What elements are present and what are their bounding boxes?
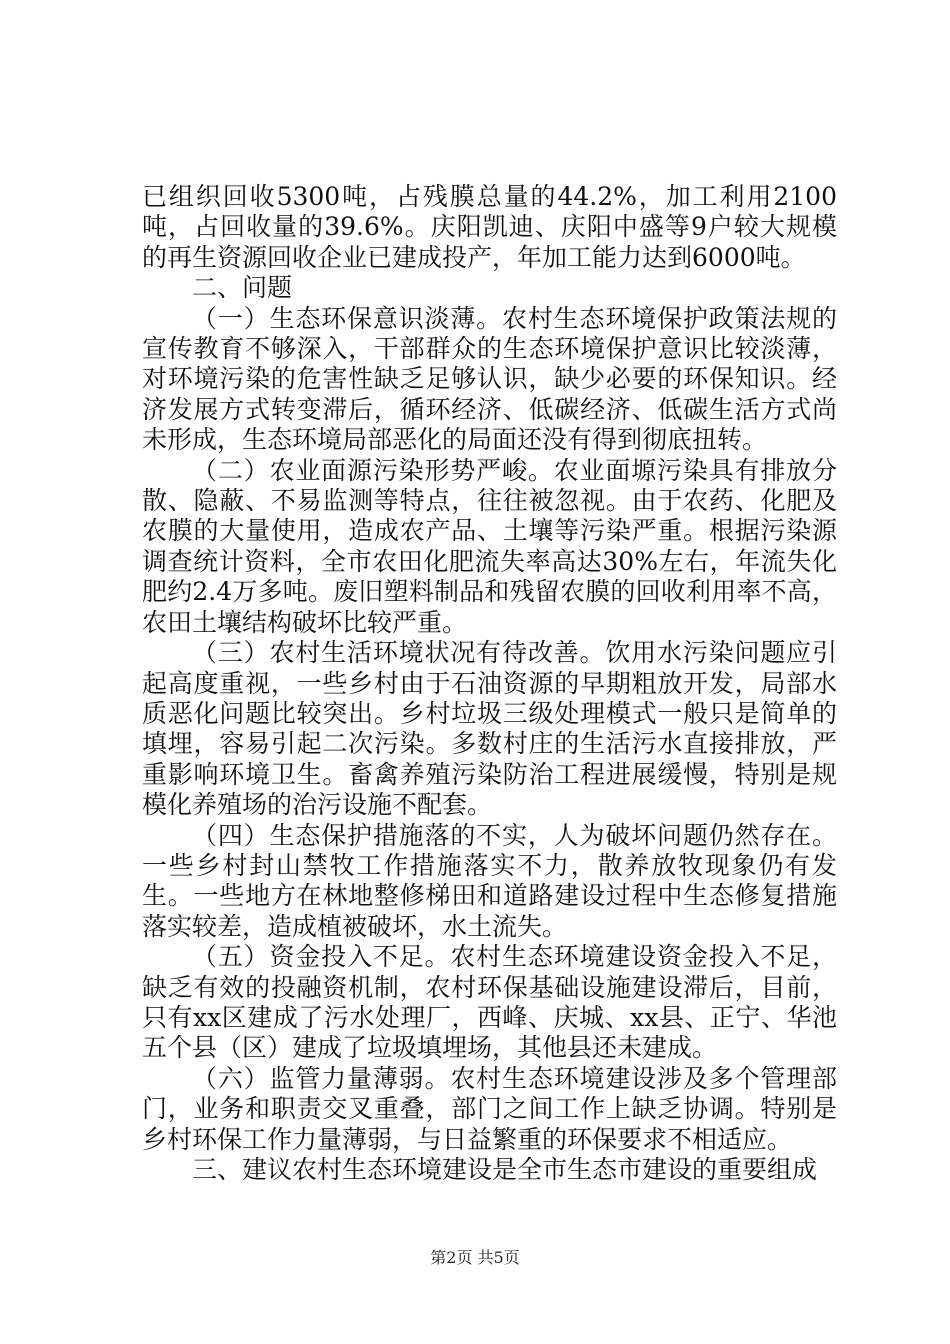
paragraph-living-environment: （三）农村生活环境状况有待改善。饮用水污染问题应引起高度重视，一些乡村由于石油资源的早期粗放开发，局部水质恶化问题比较突出。乡村垃圾三级处理模式一般只是简单的填埋，容易引起二次污染。多数村庄的生活污水直接排放，严重影响环境卫生。畜禽养殖污染防治工程进展缓慢，特别是规模化养殖场的治污设施不配套。 — [142, 638, 837, 820]
paragraph-awareness: （一）生态环保意识淡薄。农村生态环境保护政策法规的宣传教育不够深入，干部群众的生态环境保护意识比较淡薄，对环境污染的危害性缺乏足够认识，缺少必要的环保知识。经济发展方式转变滞后，循环经济、低碳经济、低碳生活方式尚未形成，生态环境局部恶化的局面还没有得到彻底扭转。 — [142, 303, 837, 455]
paragraph-supervision: （六）监管力量薄弱。农村生态环境建设涉及多个管理部门，业务和职责交叉重叠，部门之间工作上缺乏协调。特别是乡村环保工作力量薄弱，与日益繁重的环保要求不相适应。 — [142, 1063, 837, 1154]
document-body — [142, 182, 837, 1185]
paragraph-ecological-protection: （四）生态保护措施落的不实，人为破坏问题仍然存在。一些乡村封山禁牧工作措施落实不力，散养放牧现象仍有发生。一些地方在林地整修梯田和道路建设过程中生态修复措施落实较差，造成植被破坏，水土流失。 — [142, 820, 837, 941]
paragraph-continuation: 已组织回收5300吨，占残膜总量的44.2%，加工利用2100吨，占回收量的39.6%。庆阳凯迪、庆阳中盛等9户较大规模的再生资源回收企业已建成投产，年加工能力达到6000吨。 — [142, 182, 837, 272]
section-heading-suggestions: 三、建议农村生态环境建设是全市生态市建设的重要组成 — [192, 1155, 818, 1184]
paragraph-funding: （五）资金投入不足。农村生态环境建设资金投入不足，缺乏有效的投融资机制，农村环保基础设施建设滞后，目前，只有xx区建成了污水处理厂，西峰、庆城、xx县、正宁、华池五个县（区）建成了垃圾填埋场，其他县还未建成。 — [142, 942, 837, 1063]
section-heading-problems: 二、问题 — [192, 273, 293, 303]
paragraph-agricultural-pollution: （二）农业面源污染形势严峻。农业面塬污染具有排放分散、隐蔽、不易监测等特点，往往被忽视。由于农药、化肥及农膜的大量使用，造成农产品、土壤等污染严重。根据污染源调查统计资料，全市农田化肥流失率高达30%左右，年流失化肥约2.4万多吨。废旧塑料制品和残留农膜的回收利用率不高，农田土壤结构破坏比较严重。 — [142, 455, 837, 637]
page-number-footer: 第2页 共5页 — [430, 1248, 520, 1267]
